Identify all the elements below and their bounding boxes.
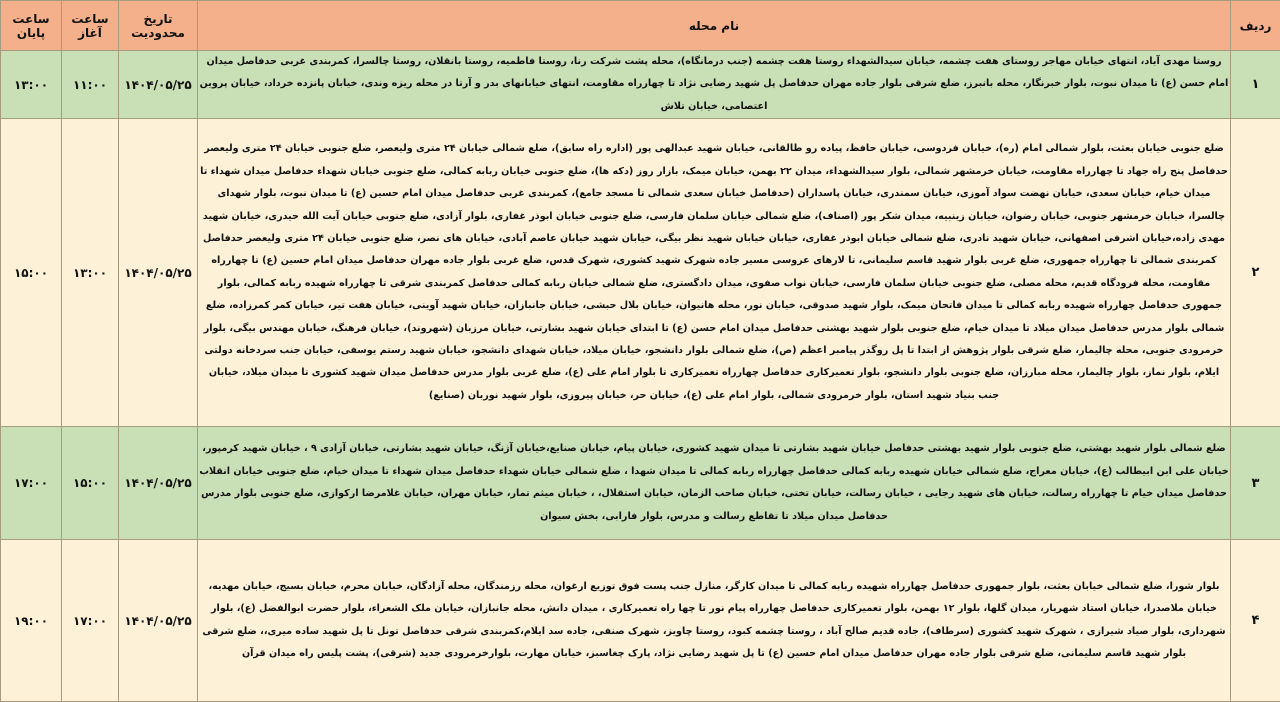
neighborhood-text: روستا مهدی آباد، انتهای خیابان مهاجر روستای هفت چشمه، خیابان سیدالشهداء روستا هفت چشمه (جنب درمانگاه)، محله پشت شرکت رنا، روستا فاطمیه، روستا بانقلان، روستا چالسرا، کمربندی غربی حدفاصل میدان امام حسن (ع) تا میدان نبوت، بلوار خبرنگار، محله بانبرز، ضلع شرقی بلوار جاده مهران حدفاصل پل شهید رضایی نژاد تا چهارراه مقاومت، انتهای خیابانهای بدر و آرتا در محله ریزه وندی، خیابان پانزده خرداد، خیابان پروین اعتصامی، خیابان تلاش bbox=[198, 51, 1230, 118]
end-time: ۱۹:۰۰ bbox=[1, 540, 62, 702]
outage-date: ۱۴۰۴/۰۵/۲۵ bbox=[119, 119, 198, 427]
neighborhood-list bbox=[198, 540, 1231, 702]
header-row-number: ردیف bbox=[1231, 1, 1280, 51]
outage-date: ۱۴۰۴/۰۵/۲۵ bbox=[119, 540, 198, 702]
start-time: ۱۵:۰۰ bbox=[62, 427, 119, 540]
start-time: ۱۱:۰۰ bbox=[62, 51, 119, 119]
row-number: ۲ bbox=[1231, 119, 1280, 427]
table-row bbox=[1, 51, 1280, 119]
outage-date: ۱۴۰۴/۰۵/۲۵ bbox=[119, 51, 198, 119]
header-row bbox=[1, 1, 1280, 51]
end-time: ۱۵:۰۰ bbox=[1, 119, 62, 427]
table-row bbox=[1, 427, 1280, 540]
neighborhood-list bbox=[198, 119, 1231, 427]
row-number: ۳ bbox=[1231, 427, 1280, 540]
header-start-time: ساعت آغاز bbox=[62, 1, 119, 51]
row-number: ۱ bbox=[1231, 51, 1280, 119]
row-number: ۴ bbox=[1231, 540, 1280, 702]
neighborhood-text: ضلع شمالی بلوار شهید بهشتی، ضلع جنوبی بلوار شهید بهشتی حدفاصل خیابان شهید بشارتی تا میدان شهید کشوری، خیابان پیام، خیابان صنایع،خیابان آژنگ، خیابان شهید بشارتی، خیابان آزادی ۹ ، خیابان شهید کرمپور، خیابان علی ابن ابیطالب (ع)، خیابان معراج، ضلع شمالی خیابان شهیده ربابه کمالی حدفاصل چهارراه ربابه کمالی تا میدان شهدا ، ضلع شمالی خیابان شهداء حدفاصل میدان شهداء تا میدان خیام، ضلع جنوبی خیابان انقلاب حدفاصل میدان خیام تا چهارراه رسالت، خیابان های شهید رجایی ، خیابان رسالت، خیابان تختی، خیابان صاحب الزمان، خیابان استقلال، ، خیابان میثم تمار، خیابان مهران، خیابان غلامرضا ارکوازی، ضلع جنوبی بلوار مدرس حدفاصل میدان میلاد تا تقاطع رسالت و مدرس، بلوار فارابی، بخش سیوان bbox=[198, 438, 1230, 528]
table-row bbox=[1, 119, 1280, 427]
header-end-time: ساعت پایان bbox=[1, 1, 62, 51]
neighborhood-text: ضلع جنوبی خیابان بعثت، بلوار شمالی امام (ره)، خیابان فردوسی، خیابان حافظ، پیاده رو طالقانی، خیابان شهید عبدالهی پور (اداره راه سابق)، ضلع شمالی خیابان ۲۴ متری ولیعصر، ضلع جنوبی خیابان ۲۴ متری ولیعصر حدفاصل پنج راه جهاد تا چهارراه مقاومت، خیابان خرمشهر شمالی، بلوار سیدالشهداء، میدان ۲۲ بهمن، خیابان میمک، بازار روز (دکه ها)، ضلع جنوبی خیابان ربابه کمالی، ضلع جنوبی خیابان شهداء حدفاصل میدان شهداء تا میدان خیام، خیابان سعدی، خیابان نهضت سواد آموزی، خیابان سمندری، خیابان پاسداران (حدفاصل خیابان سعدی شمالی تا مسجد جامع)، کمربندی غربی حدفاصل میدان امام حسین (ع) تا میدان نبوت، بلوار شهدای چالسرا، خیابان خرمشهر جنوبی، خیابان رضوان، خیابان زینبیه، میدان شکر پور (اصناف)، ضلع شمالی خیابان سلمان فارسی، ضلع جنوبی خیابان ابوذر غفاری، بلوار آزادی، ضلع جنوبی خیابان آیت الله حیدری، خیابان شهید مهدی زاده،خیابان اشرفی اصفهانی، خیابان شهید نادری، ضلع شمالی خیابان ابوذر غفاری، خیابان خیابان شهید نظر بیگی، خیابان شهید خیابان عاصم آبادی، خیابان های نصر، ضلع جنوبی خیابان ۲۴ متری ولیعصر حدفاصل کمربندی شمالی تا چهارراه جمهوری، ضلع غربی بلوار شهید قاسم سلیمانی، تا لارهای عروسی مسیر جاده شهرک شهید کشوری، شهرک قدس، ضلع غربی بلوار جاده مهران حدفاصل میدان امام حسین (ع) تا چهارراه مقاومت، محله فرودگاه قدیم، محله مصلی، ضلع جنوبی خیابان سلمان فارسی، خیابان نواب صفوی، میدان دادگستری، ضلع شمالی خیابان ربابه کمالی حدفاصل کمربندی شرقی تا چهارراه شهیده ربابه کمالی، بلوار جمهوری حدفاصل چهارراه شهیده ربابه کمالی تا میدان فاتحان میمک، بلوار شهید صدوقی، خیابان نور، محله هانیوان، خیابان بلال حبشی، خیابان جانبازان، خیابان شهید آوینی، خیابان هفت تیر، خیابان کمر کمرزاده، ضلع شمالی بلوار مدرس حدفاصل میدان میلاد تا میدان خیام، ضلع جنوبی بلوار شهید بهشتی حدفاصل میدان امام حسن (ع) تا ابتدای خیابان شهید بشارتی، خیابان مرزبان (شهروند)، خیابان فرهنگ، خیابان مهندس بیگی، بلوار خرمرودی جنوبی، محله چالیمار، ضلع شرقی بلوار پژوهش از ابتدا تا پل روگذر پیامبر اعظم (ص)، ضلع شمالی بلوار دانشجو، خیابان میلاد، خیابان شهدای دانشجو، خیابان شهید رستم یوسفی، خیابان جنب سردخانه دولتی ایلام، بلوار نماز، بلوار چالیمار، محله مبارزان، ضلع جنوبی بلوار دانشجو، بلوار تعمیرکاری حدفاصل چهارراه تعمیرکاری تا بلوار امام علی (ع)، ضلع غربی بلوار مدرس حدفاصل میدان شهید کشوری تا میدان میلاد، خیابان جنب بنیاد شهید استان، بلوار خرمرودی شمالی، بلوار امام علی (ع)، خیابان حر، خیابان پیروزی، بلوار شهید نوربان (صنایع) bbox=[198, 138, 1230, 407]
end-time: ۱۷:۰۰ bbox=[1, 427, 62, 540]
header-date: تاریخ محدودیت bbox=[119, 1, 198, 51]
start-time: ۱۳:۰۰ bbox=[62, 119, 119, 427]
table-row bbox=[1, 540, 1280, 702]
neighborhood-list bbox=[198, 427, 1231, 540]
end-time: ۱۳:۰۰ bbox=[1, 51, 62, 119]
start-time: ۱۷:۰۰ bbox=[62, 540, 119, 702]
neighborhood-text: بلوار شورا، ضلع شمالی خیابان بعثت، بلوار جمهوری حدفاصل چهارراه شهیده ربابه کمالی تا میدان کارگر، منازل جنب پست فوق توزیع ارغوان، محله رزمندگان، محله آزادگان، خیابان محرم، خیابان بسیج، خیابان مهدیه، خیابان ملاصدرا، خیابان استاد شهریار، میدان گلها، بلوار ۱۲ بهمن، بلوار تعمیرکاری حدفاصل چهارراه پیام نور تا چها راه تعمیرکاری ، میدان دانش، محله جانبازان، خیابان ملک الشعراء، بلوار حضرت ابوالفضل (ع)، بلوار شهرداری، بلوار صیاد شیرازی ، شهرک شهید کشوری (سرطاف)، جاده قدیم صالح آباد ، روستا چشمه کبود، روستا چاویز، شهرک صنفی، جاده سد ایلام،کمربندی شرقی حدفاصل تونل تا پل شهید ساده میری،، ضلع شرقی بلوار شهید قاسم سلیمانی، ضلع شرقی بلوار جاده مهران حدفاصل میدان امام حسین (ع) تا پل شهید رضایی نژاد، پارک چغاسبز، خیابان مهارت، بلوارخرمرودی جدید (شرقی)، پشت پلیس راه میدان قرآن bbox=[198, 576, 1230, 666]
outage-date: ۱۴۰۴/۰۵/۲۵ bbox=[119, 427, 198, 540]
header-neighborhood: نام محله bbox=[198, 1, 1231, 51]
neighborhood-list bbox=[198, 51, 1231, 119]
